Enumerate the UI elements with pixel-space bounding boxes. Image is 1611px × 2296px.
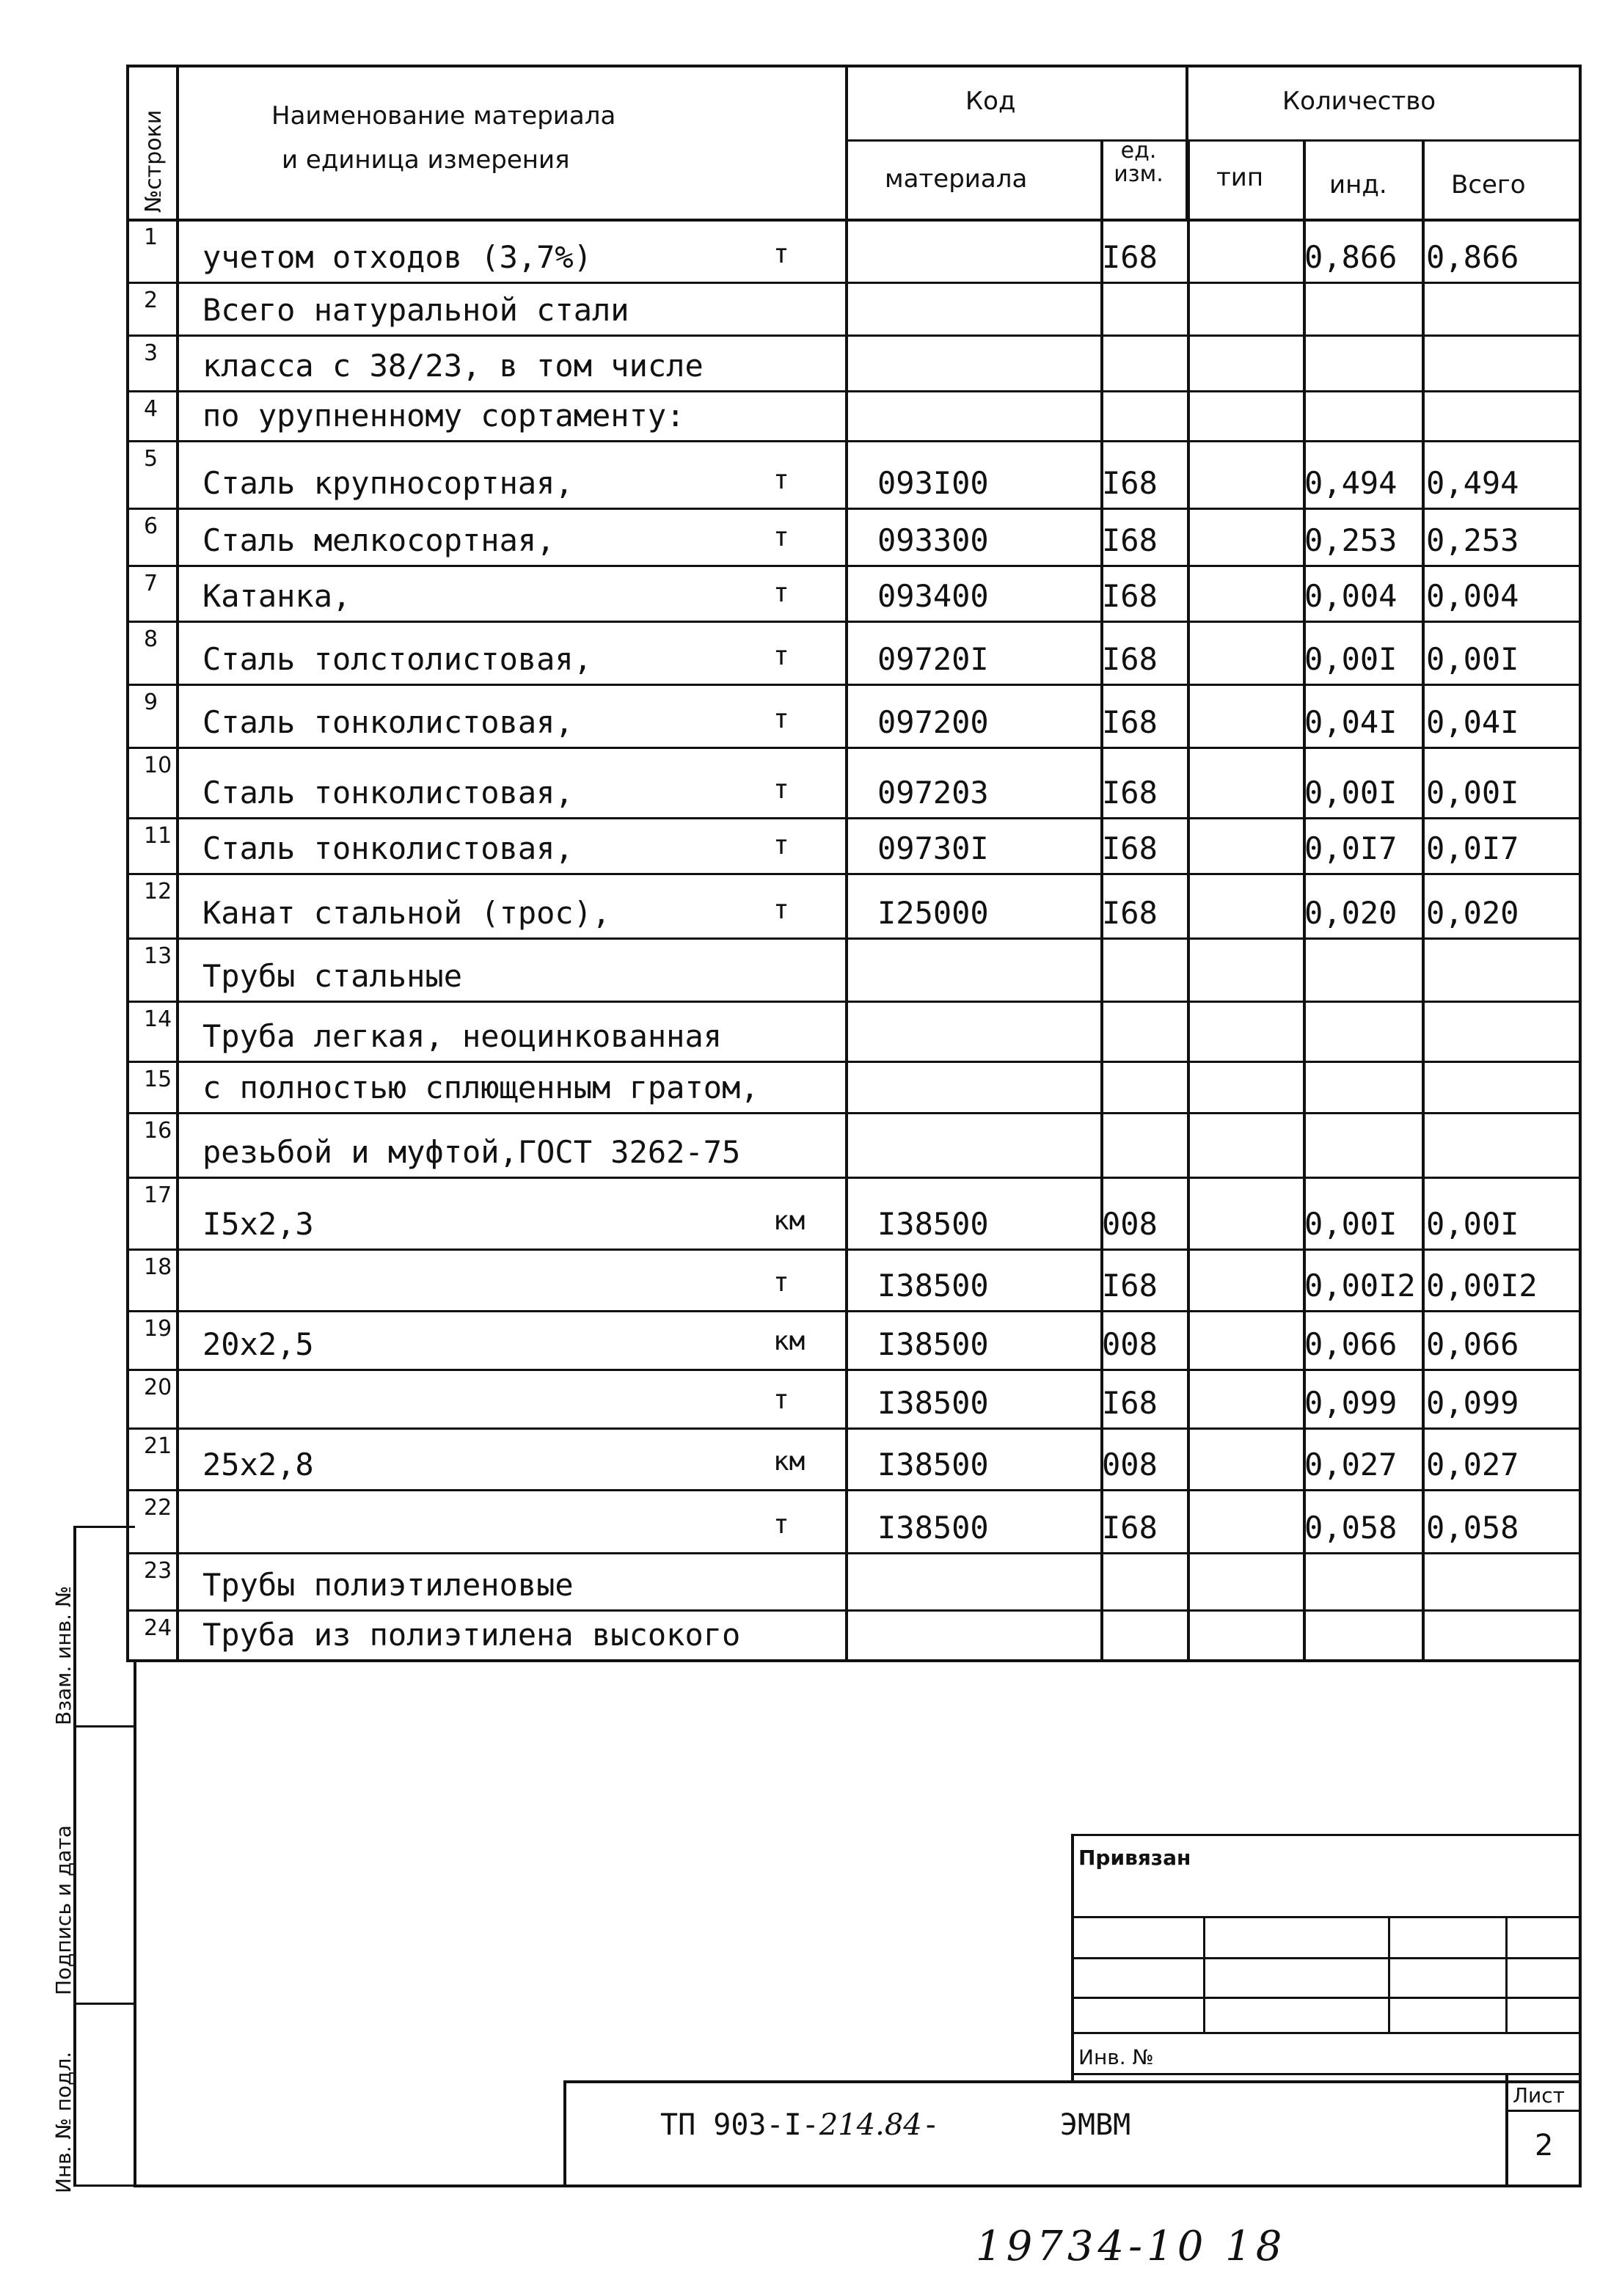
unit-code: I68 [1102, 895, 1158, 931]
row-number: 22 [144, 1495, 172, 1521]
qty-total: 0,058 [1426, 1510, 1519, 1546]
material-code: I38500 [877, 1268, 989, 1304]
unit-code: I68 [1102, 704, 1158, 740]
unit: т [773, 641, 789, 671]
unit-code: I68 [1102, 239, 1158, 275]
unit-code: I68 [1102, 1268, 1158, 1304]
row-rule [126, 565, 1579, 567]
row-number: 3 [144, 340, 158, 366]
frame-right [1579, 65, 1582, 2186]
row-number: 24 [144, 1615, 172, 1641]
frame-top [126, 65, 1582, 67]
unit-code: I68 [1102, 522, 1158, 558]
unit-code: 008 [1102, 1447, 1158, 1482]
row-number: 20 [144, 1375, 172, 1400]
qty-ind: 0,004 [1304, 578, 1398, 614]
privyazan-label: Привязан [1078, 1846, 1191, 1870]
doc-printed: ТП 903-I- [660, 2108, 819, 2142]
qty-ind: 0,866 [1304, 239, 1398, 275]
qty-total: 0,020 [1426, 895, 1519, 931]
qty-ind: 0,253 [1304, 522, 1398, 558]
col-ind-total [1422, 141, 1425, 1659]
frame-left-table [126, 65, 129, 1659]
row-number: 15 [144, 1067, 172, 1092]
header-sub-rule [845, 139, 1579, 142]
title-block-top [563, 2080, 1582, 2083]
row-rule [126, 747, 1579, 749]
qty-ind: 0,00I [1304, 641, 1398, 677]
stamp-c3 [1505, 1916, 1508, 2032]
material-name: Сталь крупносортная, [202, 465, 574, 501]
row-rule [126, 1609, 1579, 1612]
row-number: 16 [144, 1118, 172, 1144]
qty-ind: 0,058 [1304, 1510, 1398, 1546]
stamp-r3 [1071, 1997, 1579, 1999]
qty-total: 0,004 [1426, 578, 1519, 614]
qty-total: 0,00I [1426, 775, 1519, 811]
code-unit-header: ед. изм. [1114, 138, 1164, 187]
qty-ind: 0,099 [1304, 1385, 1398, 1421]
material-code: I38500 [877, 1385, 989, 1421]
unit-code: I68 [1102, 830, 1158, 866]
unit-code: I68 [1102, 1385, 1158, 1421]
unit-code: I68 [1102, 465, 1158, 501]
qty-ind-header: инд. [1329, 170, 1387, 200]
row-number: 4 [144, 396, 158, 422]
qty-total: 0,00I [1426, 1206, 1519, 1242]
frame-bottom [134, 2185, 1582, 2187]
qty-ind: 0,494 [1304, 465, 1398, 501]
unit: км [773, 1326, 806, 1356]
side-strip-div1 [73, 1725, 135, 1728]
col-name [845, 65, 848, 1659]
material-code: 093I00 [877, 465, 989, 501]
qty-total: 0,066 [1426, 1326, 1519, 1362]
material-code: I38500 [877, 1510, 989, 1546]
qty-total-header: Всего [1451, 170, 1526, 200]
row-rule [126, 1369, 1579, 1371]
row-number: 21 [144, 1433, 172, 1459]
qty-total: 0,027 [1426, 1447, 1519, 1482]
material-code: I38500 [877, 1206, 989, 1242]
qty-ind: 0,0I7 [1304, 830, 1398, 866]
sheet-col-rule [1505, 2110, 1579, 2112]
material-name: Сталь тонколистовая, [202, 775, 574, 811]
qty-ind: 0,020 [1304, 895, 1398, 931]
stamp-r2 [1071, 1957, 1579, 1959]
material-code: 097203 [877, 775, 989, 811]
row-number: 2 [144, 288, 158, 313]
unit: т [773, 465, 789, 495]
row-rule [126, 873, 1579, 875]
stamp-top [1071, 1834, 1579, 1836]
vzam-inv-label: Взам. инв. № [51, 1585, 76, 1725]
title-block-left [563, 2080, 566, 2186]
stamp-c2 [1388, 1916, 1390, 2032]
row-rule [126, 1310, 1579, 1312]
row-rule [126, 334, 1579, 337]
signature-date-label: Подпись и дата [51, 1825, 76, 1995]
inv-original-label: Инв. № подл. [51, 2051, 76, 2193]
row-rule [126, 684, 1579, 686]
row-rule [126, 1248, 1579, 1251]
col-rownum [176, 65, 179, 1659]
material-name: I5x2,3 [202, 1206, 314, 1242]
unit: т [773, 239, 789, 269]
qty-type-header: тип [1216, 163, 1264, 192]
row-number-header: №строки [141, 109, 167, 213]
material-code: I38500 [877, 1447, 989, 1482]
unit: т [773, 1268, 789, 1298]
unit-code: I68 [1102, 641, 1158, 677]
doc-suffix: ЭМВМ [1059, 2108, 1131, 2142]
stamp-r4 [1071, 2032, 1579, 2034]
material-name: Труба из полиэтилена высокого [202, 1617, 741, 1653]
quantity-header: Количество [1282, 87, 1436, 116]
row-number: 6 [144, 513, 158, 539]
row-number: 7 [144, 571, 158, 596]
unit-code: I68 [1102, 578, 1158, 614]
unit: т [773, 830, 789, 860]
stamp-r5 [1071, 2073, 1579, 2075]
side-strip-top [73, 1526, 135, 1528]
row-rule [126, 440, 1579, 442]
unit: т [773, 1510, 789, 1540]
unit-code: 008 [1102, 1206, 1158, 1242]
material-name: с полностью сплющенным гратом, [202, 1070, 759, 1105]
qty-ind: 0,00I [1304, 775, 1398, 811]
unit-code: I68 [1102, 775, 1158, 811]
row-rule [126, 1552, 1579, 1554]
sheet-col-left [1505, 2073, 1508, 2185]
material-name: Катанка, [202, 578, 351, 614]
unit-code: I68 [1102, 1510, 1158, 1546]
qty-total: 0,494 [1426, 465, 1519, 501]
unit: т [773, 578, 789, 608]
row-number: 17 [144, 1182, 172, 1208]
qty-total: 0,099 [1426, 1385, 1519, 1421]
material-code: I38500 [877, 1326, 989, 1362]
row-rule [126, 937, 1579, 940]
material-code: 097200 [877, 704, 989, 740]
row-rule [126, 1177, 1579, 1179]
row-number: 5 [144, 446, 158, 472]
unit: т [773, 895, 789, 925]
doc-dash: - [921, 2108, 940, 2142]
qty-ind: 0,066 [1304, 1326, 1398, 1362]
material-name: 25x2,8 [202, 1447, 314, 1482]
unit: т [773, 775, 789, 805]
material-name: Сталь тонколистовая, [202, 830, 574, 866]
material-code: 093300 [877, 522, 989, 558]
name-header-line1: Наименование материала [271, 101, 616, 131]
code-material-header: материала [885, 164, 1028, 194]
qty-ind: 0,00I [1304, 1206, 1398, 1242]
stamp-c1 [1203, 1916, 1205, 2032]
material-code: 09720I [877, 641, 989, 677]
row-rule [126, 1112, 1579, 1114]
archive-number: 19734-10 18 [976, 2223, 1287, 2270]
material-code: 09730I [877, 830, 989, 866]
material-name: Канат стальной (трос), [202, 895, 611, 931]
material-name: Сталь тонколистовая, [202, 704, 574, 740]
qty-total: 0,04I [1426, 704, 1519, 740]
unit: км [773, 1447, 806, 1477]
row-number: 13 [144, 943, 172, 969]
material-name: Труба легкая, неоцинкованная [202, 1018, 723, 1054]
row-number: 18 [144, 1254, 172, 1280]
material-name: учетом отходов (3,7%) [202, 239, 593, 275]
material-name: Всего натуральной стали [202, 292, 629, 328]
document-designation [660, 2108, 1130, 2142]
unit: т [773, 522, 789, 552]
unit-code: 008 [1102, 1326, 1158, 1362]
material-name: по урупненному сортаменту: [202, 398, 685, 434]
side-strip-bottom [73, 2185, 135, 2187]
qty-ind: 0,04I [1304, 704, 1398, 740]
stamp-r1 [1071, 1916, 1579, 1918]
row-rule [126, 1061, 1579, 1063]
row-rule [126, 390, 1579, 392]
row-rule [126, 621, 1579, 623]
col-unit-type [1187, 141, 1190, 1659]
sheet-label: Лист [1513, 2083, 1565, 2107]
frame-left-lower [134, 1659, 136, 2186]
material-code: I25000 [877, 895, 989, 931]
row-number: 1 [144, 224, 158, 250]
row-number: 9 [144, 690, 158, 715]
row-rule [126, 1489, 1579, 1491]
unit: км [773, 1206, 806, 1236]
row-number: 11 [144, 823, 172, 849]
unit: т [773, 704, 789, 734]
material-name: класса с 38/23, в том числе [202, 348, 704, 384]
header-bottom-rule [126, 219, 1579, 222]
material-name: Трубы стальные [202, 958, 463, 994]
code-header: Код [965, 87, 1016, 116]
row-number: 8 [144, 626, 158, 652]
row-number: 19 [144, 1316, 172, 1342]
row-number: 14 [144, 1006, 172, 1032]
qty-total: 0,00I [1426, 641, 1519, 677]
row-number: 12 [144, 879, 172, 904]
material-name: Сталь толстолистовая, [202, 641, 593, 677]
inv-no-label: Инв. № [1078, 2045, 1154, 2069]
material-name: Трубы полиэтиленовые [202, 1567, 574, 1603]
side-strip-div2 [73, 2003, 135, 2005]
row-rule [126, 1427, 1579, 1430]
qty-ind: 0,027 [1304, 1447, 1398, 1482]
qty-total: 0,00I2 [1426, 1268, 1538, 1304]
material-code: 093400 [877, 578, 989, 614]
qty-total: 0,253 [1426, 522, 1519, 558]
doc-handwritten: 214.84 [819, 2108, 922, 2142]
material-name: резьбой и муфтой,ГОСТ 3262-75 [202, 1134, 741, 1170]
row-number: 10 [144, 753, 172, 778]
row-rule [126, 282, 1579, 284]
qty-total: 0,0I7 [1426, 830, 1519, 866]
qty-ind: 0,00I2 [1304, 1268, 1416, 1304]
row-rule [126, 1001, 1579, 1003]
name-header-line2: и единица измерения [282, 145, 570, 175]
material-name: Сталь мелкосортная, [202, 522, 555, 558]
unit: т [773, 1385, 789, 1415]
table-bottom-rule [126, 1659, 1582, 1662]
row-number: 23 [144, 1558, 172, 1584]
material-name: 20x2,5 [202, 1326, 314, 1362]
qty-total: 0,866 [1426, 239, 1519, 275]
row-rule [126, 817, 1579, 819]
sheet-number: 2 [1535, 2129, 1554, 2162]
row-rule [126, 508, 1579, 510]
